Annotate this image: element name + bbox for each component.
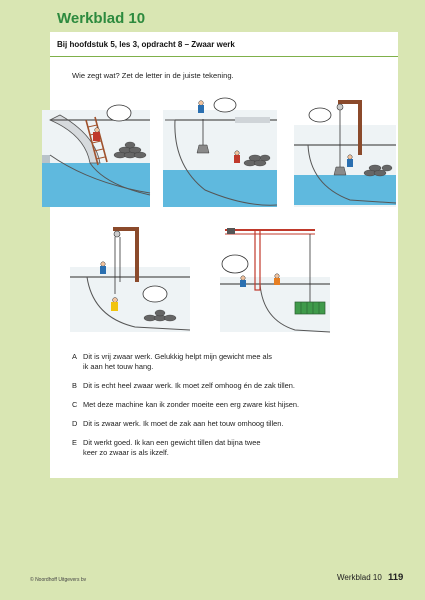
illustration-ladder <box>30 95 160 215</box>
answer-line: Dit is zwaar werk. Ik moet de zak aan het touw omhoog tillen. <box>83 419 284 428</box>
answer-item-c <box>72 400 372 410</box>
answer-letter: C <box>72 400 78 409</box>
answer-letter: B <box>72 381 77 390</box>
answer-line: Met deze machine kan ik zonder moeite een erg zware kist hijsen. <box>83 400 300 409</box>
answer-list <box>72 352 372 467</box>
illustration-tower-crane <box>215 222 335 337</box>
answer-letter: D <box>72 419 78 428</box>
answer-item-b <box>72 381 372 391</box>
answer-letter: A <box>72 352 77 361</box>
subheader-text: Bij hoofdstuk 5, les 3, opdracht 8 – Zwaar werk <box>57 40 235 49</box>
page-footer <box>337 572 403 583</box>
answer-letter: E <box>72 438 77 447</box>
sheet-label: Werkblad 10 <box>337 573 382 582</box>
answer-line: ik aan het touw hang. <box>83 362 154 371</box>
answer-line: keer zo zwaar is als ikzelf. <box>83 448 169 457</box>
answer-line: Dit is echt heel zwaar werk. Ik moet zelf omhoog én de zak tillen. <box>83 381 295 390</box>
subheader-bar <box>50 32 398 57</box>
answer-item-a <box>72 352 372 372</box>
copyright-text: © Noordhoff Uitgevers bv <box>30 577 87 583</box>
answer-item-e <box>72 438 372 458</box>
illustration-pulley-crane <box>290 95 400 215</box>
page-title: Werkblad 10 <box>57 10 146 27</box>
answer-item-d <box>72 419 372 429</box>
illustration-pulley-counterweight <box>65 222 195 337</box>
answer-line: Dit is vrij zwaar werk. Gelukkig helpt mijn gewicht mee als <box>83 352 272 361</box>
instruction-text: Wie zegt wat? Zet de letter in de juiste tekening. <box>72 71 234 80</box>
answer-line: Dit werkt goed. Ik kan een gewicht tillen dat bijna twee <box>83 438 261 447</box>
page-number: 119 <box>388 572 404 583</box>
illustration-rope <box>155 95 285 215</box>
